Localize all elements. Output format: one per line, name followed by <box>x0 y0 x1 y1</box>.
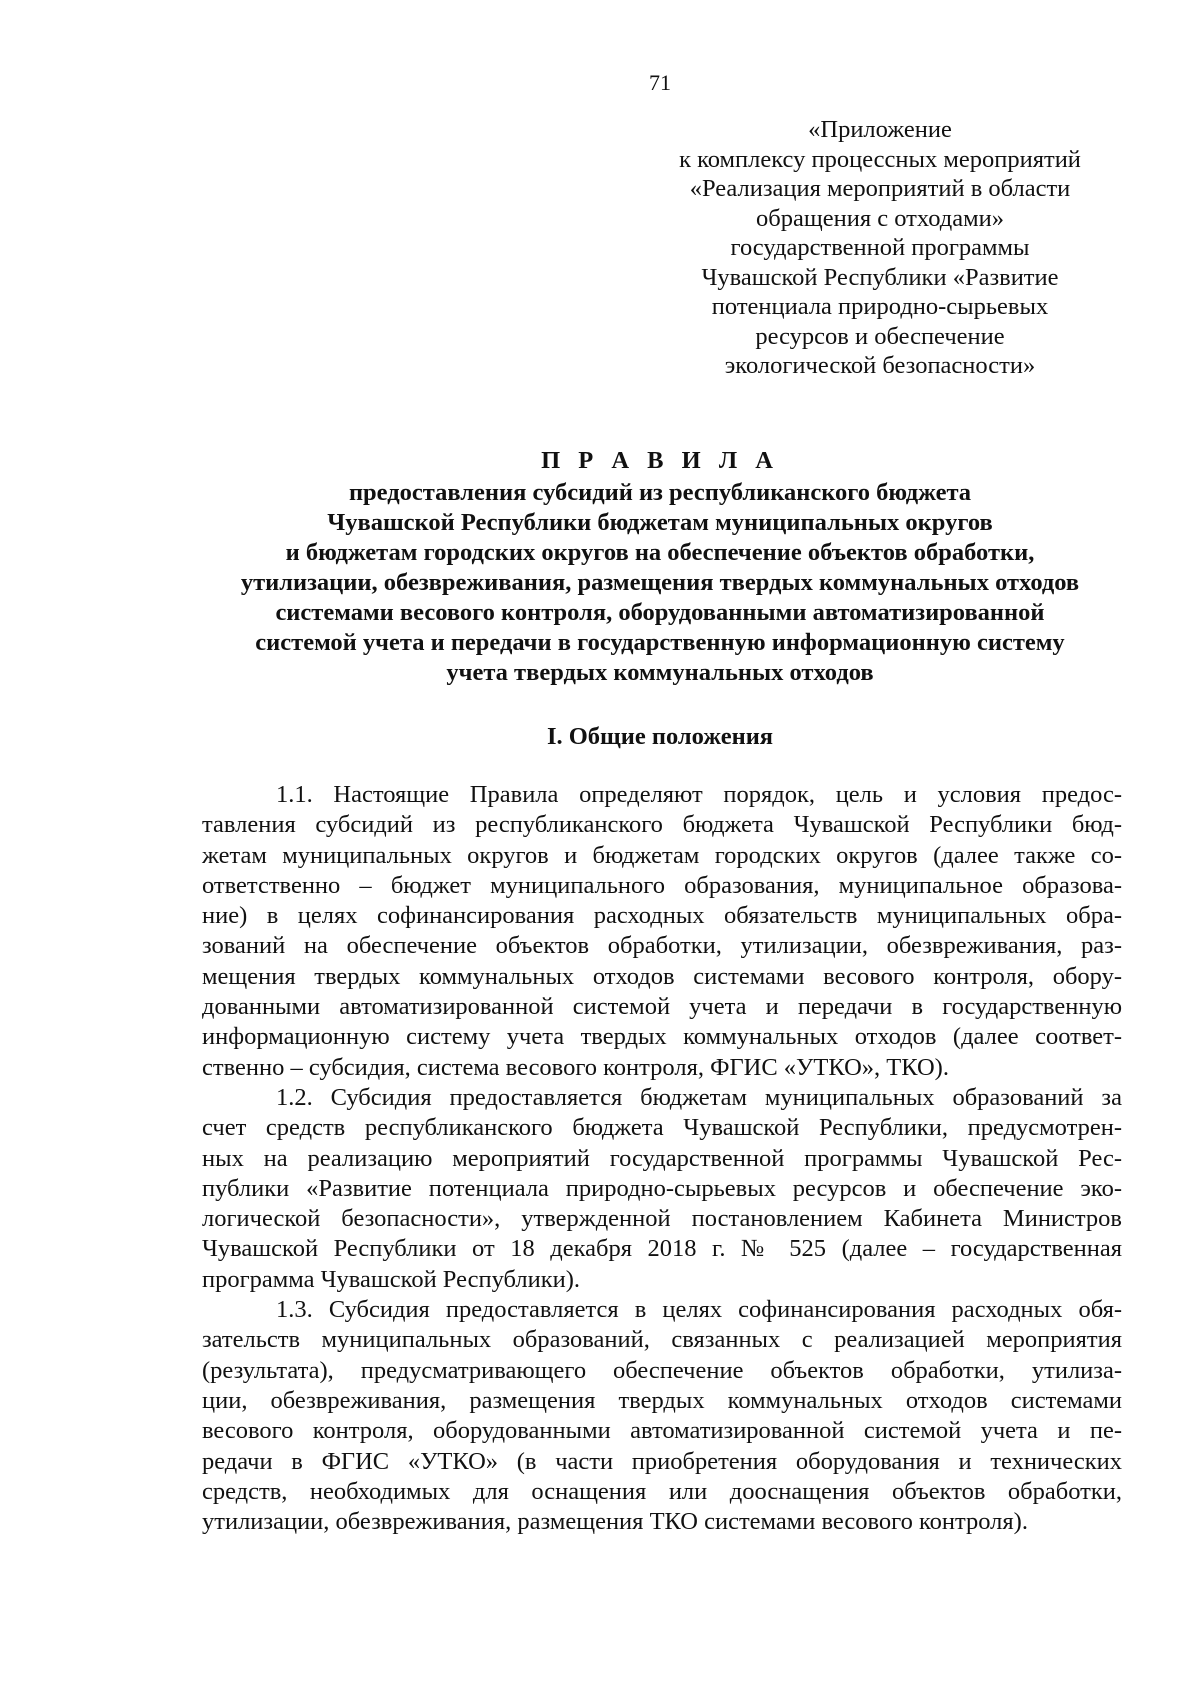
text-line: ных на реализацию мероприятий государственной программы Чувашской Рес- <box>202 1144 1122 1172</box>
text-line: 1.2. Субсидия предоставляется бюджетам муниципальных образований за <box>276 1083 1122 1111</box>
text-line: зательств муниципальных образований, связанных с реализацией мероприятия <box>202 1326 1122 1354</box>
title-line: системой учета и передачи в государственную информационную систему <box>255 629 1065 656</box>
text-line: 1.1. Настоящие Правила определяют порядок, цель и условия предос- <box>276 781 1122 808</box>
text-line: дованными автоматизированной системой учета и передачи в государственную <box>202 993 1122 1021</box>
appendix-line: «Реализация мероприятий в области <box>689 175 1071 202</box>
text-line: утилизации, обезвреживания, размещения ТКО системами весового контроля). <box>202 1508 1028 1536</box>
text-line: информационную систему учета твердых коммунальных отходов (далее соответ- <box>202 1023 1122 1051</box>
title-main: П Р А В И Л А <box>541 447 779 474</box>
appendix-line: экологической безопасности» <box>724 352 1036 379</box>
text-line: программа Чувашской Республики). <box>202 1265 580 1293</box>
text-line: (результата), предусматривающего обеспечение объектов обработки, утилиза- <box>202 1356 1122 1384</box>
body-text <box>202 780 1122 1537</box>
title-line: утилизации, обезвреживания, размещения твердых коммунальных отходов <box>240 569 1080 596</box>
paragraph-1-1 <box>202 780 1122 1083</box>
appendix-line: к комплексу процессных мероприятий <box>679 145 1081 173</box>
text-line: жетам муниципальных округов и бюджетам городских округов (далее также со- <box>202 841 1122 869</box>
page-number: 71 <box>649 70 671 95</box>
text-line: зований на обеспечение объектов обработки, утилизации, обезвреживания, раз- <box>202 932 1122 960</box>
text-line: средств, необходимых для оснащения или дооснащения объектов обработки, <box>202 1477 1122 1505</box>
appendix-block <box>650 115 1110 381</box>
text-line: весового контроля, оборудованными автоматизированной системой учета и пе- <box>202 1417 1122 1445</box>
appendix-line: государственной программы <box>730 234 1030 261</box>
title-line: и бюджетам городских округов на обеспечение объектов обработки, <box>285 539 1035 566</box>
title-line: системами весового контроля, оборудованными автоматизированной <box>275 599 1045 626</box>
text-line: Чувашской Республики от 18 декабря 2018 г. № 525 (далее – государственная <box>202 1235 1122 1263</box>
title-line: предоставления субсидий из республиканского бюджета <box>348 479 972 506</box>
text-line: публики «Развитие потенциала природно-сырьевых ресурсов и обеспечение эко- <box>202 1174 1122 1202</box>
text-line: 1.3. Субсидия предоставляется в целях софинансирования расходных обя- <box>276 1296 1122 1324</box>
text-line: ние) в целях софинансирования расходных обязательств муниципальных обра- <box>202 902 1122 930</box>
text-line: ции, обезвреживания, размещения твердых коммунальных отходов системами <box>202 1386 1122 1414</box>
appendix-line: «Приложение <box>808 116 952 143</box>
text-line: ответственно – бюджет муниципального образования, муниципальное образова- <box>202 871 1122 899</box>
text-line: тавления субсидий из республиканского бюджета Чувашской Республики бюд- <box>202 811 1122 839</box>
text-line: мещения твердых коммунальных отходов системами весового контроля, обору- <box>202 962 1122 990</box>
paragraph-1-3 <box>202 1295 1122 1537</box>
title-line: Чувашской Республики бюджетам муниципальных округов <box>327 509 993 536</box>
appendix-line: Чувашской Республики «Развитие <box>701 263 1059 291</box>
title-line: учета твердых коммунальных отходов <box>446 659 874 686</box>
appendix-line: ресурсов и обеспечение <box>755 322 1005 350</box>
text-line: счет средств республиканского бюджета Чувашской Республики, предусмотрен- <box>202 1114 1122 1142</box>
text-line: логической безопасности», утвержденной постановлением Кабинета Министров <box>202 1205 1122 1233</box>
appendix-line: обращения с отходами» <box>756 204 1004 232</box>
section-heading: I. Общие положения <box>546 723 774 750</box>
appendix-line: потенциала природно-сырьевых <box>711 293 1049 320</box>
text-line: редачи в ФГИС «УТКО» (в части приобретения оборудования и технических <box>202 1447 1122 1475</box>
text-line: ственно – субсидия, система весового контроля, ФГИС «УТКО», ТКО). <box>202 1053 949 1081</box>
document-title <box>200 446 1120 688</box>
paragraph-1-2 <box>202 1083 1122 1295</box>
